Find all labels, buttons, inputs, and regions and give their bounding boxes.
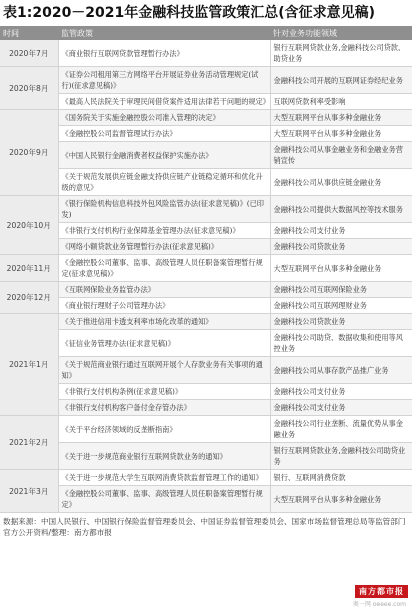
date-cell: 2020年8月	[0, 67, 58, 110]
field-cell: 金融科技公司支付业务	[270, 223, 412, 239]
table-row	[0, 443, 412, 470]
policy-cell: 《关于进一步规范商业银行互联网贷款业务的通知》	[58, 443, 270, 470]
date-cell: 2020年11月	[0, 255, 58, 282]
table-header-row	[0, 26, 412, 40]
table-row	[0, 67, 412, 94]
policy-cell: 《商业银行互联网贷款管理暂行办法》	[58, 40, 270, 67]
table-row	[0, 486, 412, 513]
date-cell: 2020年12月	[0, 282, 58, 314]
policy-cell: 《国务院关于实施金融控股公司准入管理的决定》	[58, 110, 270, 126]
date-cell: 2021年3月	[0, 470, 58, 513]
field-cell: 金融科技公司从事金融业务和金融业务营销宣传	[270, 142, 412, 169]
source-note: 数据来源：中国人民银行、中国银行保险监督管理委员会、中国证券监督管理委员会、国家市场监督管理总局等监管部门官方公开资料/整理：南方都市报	[3, 517, 406, 537]
field-cell: 金融科技公司互联网理财业务	[270, 298, 412, 314]
field-cell: 金融科技公司开展的互联网证券经纪业务	[270, 67, 412, 94]
field-cell: 银行、互联网消费贷款	[270, 470, 412, 486]
field-cell: 金融科技公司互联网保险业务	[270, 282, 412, 298]
newspaper-logo: 南方都市报	[355, 585, 408, 598]
table-row	[0, 239, 412, 255]
table-row	[0, 470, 412, 486]
table-row	[0, 416, 412, 443]
policy-cell: 《非银行支付机构条例(征求意见稿)》	[58, 384, 270, 400]
date-cell: 2020年7月	[0, 40, 58, 67]
field-cell: 大型互联网平台从事多种金融业务	[270, 110, 412, 126]
date-cell: 2020年10月	[0, 196, 58, 255]
policy-cell: 《关于规范商业银行通过互联网开展个人存款业务有关事项的通知》	[58, 357, 270, 384]
table-row	[0, 255, 412, 282]
field-cell: 金融科技公司提供大数据风控等技术服务	[270, 196, 412, 223]
field-cell: 大型互联网平台从事多种金融业务	[270, 486, 412, 513]
field-cell: 互联网贷款利率受影响	[270, 94, 412, 110]
field-cell: 金融科技公司贷款业务	[270, 239, 412, 255]
field-cell: 金融科技公司助贷、数据收集和使用等风控业务	[270, 330, 412, 357]
table-row	[0, 169, 412, 196]
field-cell: 金融科技公司行业垄断、流量优势从事金融业务	[270, 416, 412, 443]
policy-cell: 《征信业务管理办法(征求意见稿)》	[58, 330, 270, 357]
policy-cell: 《关于推进信用卡透支利率市场化改革的通知》	[58, 314, 270, 330]
table-row	[0, 357, 412, 384]
table-row	[0, 94, 412, 110]
field-cell: 金融科技公司从事存款产品推广业务	[270, 357, 412, 384]
table-title: 表1:2020－2021年金融科技监管政策汇总(含征求意见稿)	[3, 5, 376, 21]
table-body	[0, 40, 412, 513]
table-row	[0, 110, 412, 126]
policy-cell: 《证券公司租用第三方网络平台开展证券业务活动管理规定(试行)(征求意见稿)》	[58, 67, 270, 94]
policy-cell: 《网络小额贷款业务管理暂行办法(征求意见稿)》	[58, 239, 270, 255]
policy-cell: 《银行保险机构信息科技外包风险监管办法(征求意见稿)》(已印发)	[58, 196, 270, 223]
field-cell: 大型互联网平台从事多种金融业务	[270, 255, 412, 282]
table-row	[0, 223, 412, 239]
field-cell: 银行互联网贷款业务,金融科技公司助贷业务	[270, 443, 412, 470]
date-cell: 2021年1月	[0, 314, 58, 416]
table-row	[0, 314, 412, 330]
field-cell: 大型互联网平台从事多种金融业务	[270, 126, 412, 142]
field-cell: 金融科技公司贷款业务	[270, 314, 412, 330]
table-row	[0, 384, 412, 400]
policy-cell: 《中国人民银行金融消费者权益保护实施办法》	[58, 142, 270, 169]
watermark: 奥一网 oeeee.com	[352, 601, 406, 608]
table-row	[0, 40, 412, 67]
date-cell: 2021年2月	[0, 416, 58, 470]
policy-cell: 《最高人民法院关于审理民间借贷案件适用法律若干问题的规定》	[58, 94, 270, 110]
field-cell: 金融科技公司支付业务	[270, 400, 412, 416]
policy-cell: 《金融控股公司董事、监事、高级管理人员任职备案管理暂行规定(征求意见稿)》	[58, 255, 270, 282]
header-field: 针对业务功能领域	[270, 26, 412, 40]
policy-cell: 《非银行支付机构客户备付金存管办法》	[58, 400, 270, 416]
policy-cell: 《关于规范发展供应链金融支持供应链产业链稳定循环和优化升级的意见》	[58, 169, 270, 196]
policy-cell: 《商业银行理财子公司管理办法》	[58, 298, 270, 314]
policy-cell: 《关于平台经济领域的反垄断指南》	[58, 416, 270, 443]
table-row	[0, 298, 412, 314]
policy-cell: 《金融控股公司监督管理试行办法》	[58, 126, 270, 142]
table-row	[0, 142, 412, 169]
policy-cell: 《金融控股公司董事、监事、高级管理人员任职备案管理暂行规定》	[58, 486, 270, 513]
table-row	[0, 196, 412, 223]
policy-cell: 《非银行支付机构行业保障基金管理办法(征求意见稿)》	[58, 223, 270, 239]
policy-table	[0, 26, 412, 513]
table-row	[0, 400, 412, 416]
policy-cell: 《互联网保险业务监管办法》	[58, 282, 270, 298]
field-cell: 金融科技公司从事供应链金融业务	[270, 169, 412, 196]
header-policy: 监管政策	[58, 26, 270, 40]
field-cell: 银行互联网贷款业务,金融科技公司贷款、助贷业务	[270, 40, 412, 67]
table-row	[0, 282, 412, 298]
policy-cell: 《关于进一步规范大学生互联网消费贷款监督管理工作的通知》	[58, 470, 270, 486]
date-cell: 2020年9月	[0, 110, 58, 196]
table-row	[0, 126, 412, 142]
table-row	[0, 330, 412, 357]
field-cell: 金融科技公司支付业务	[270, 384, 412, 400]
header-time: 时间	[0, 26, 58, 40]
